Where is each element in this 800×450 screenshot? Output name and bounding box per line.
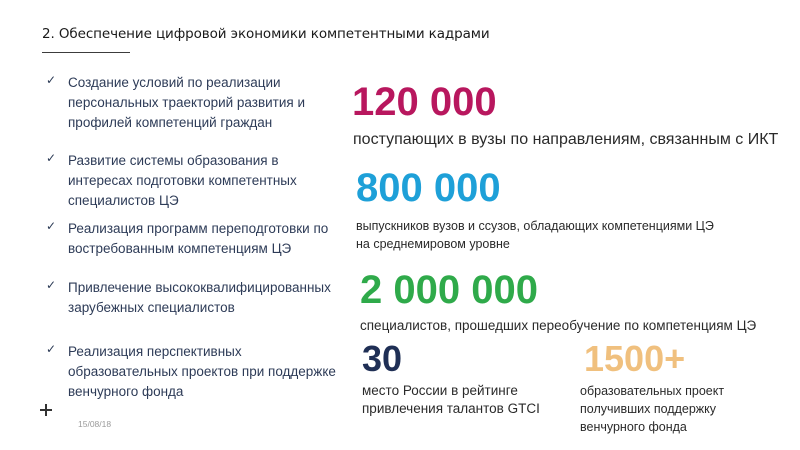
stat-number-2000000: 2 000 000 <box>360 268 538 312</box>
checkmark-icon: ✓ <box>46 151 57 165</box>
plus-icon[interactable] <box>40 404 52 416</box>
stat-number-1500plus: 1500+ <box>584 338 686 379</box>
stat-caption: выпускников вузов и ссузов, обладающих компетенциями ЦЭ на среднемировом уровне <box>356 219 714 251</box>
stat-caption: поступающих в вузы по направлениям, связанным с ИКТ <box>353 131 779 148</box>
checkmark-icon: ✓ <box>46 73 57 87</box>
checkmark-icon: ✓ <box>46 278 57 292</box>
stat-number-800000: 800 000 <box>356 166 501 210</box>
bullet-text: Развитие системы образования в интересах подготовки компетентных специалистов ЦЭ <box>68 153 297 208</box>
stat-caption: образовательных проект получивших поддержку венчурного фонда <box>580 384 725 434</box>
slide-date: 15/08/18 <box>78 419 112 429</box>
stat-number-30: 30 <box>362 338 403 379</box>
bullet-text: Реализация программ переподготовки по востребованным компетенциям ЦЭ <box>68 221 329 256</box>
stat-number-120000: 120 000 <box>352 80 497 124</box>
title-underline <box>42 52 130 53</box>
stat-caption: специалистов, прошедших переобучение по компетенциям ЦЭ <box>360 318 757 333</box>
checkmark-icon: ✓ <box>46 342 57 356</box>
slide-title: 2. Обеспечение цифровой экономики компетентными кадрами <box>42 26 490 42</box>
bullet-text: Реализация перспективных образовательных проектов при поддержке венчурного фонда <box>68 344 336 399</box>
bullet-text: Привлечение высококвалифицированных зарубежных специалистов <box>68 280 331 315</box>
checkmark-icon: ✓ <box>46 219 57 233</box>
stat-caption: место России в рейтинге привлечения талантов GTCI <box>362 383 540 416</box>
bullet-text: Создание условий по реализации персональных траекторий развития и профилей компетенций граждан <box>68 75 306 130</box>
